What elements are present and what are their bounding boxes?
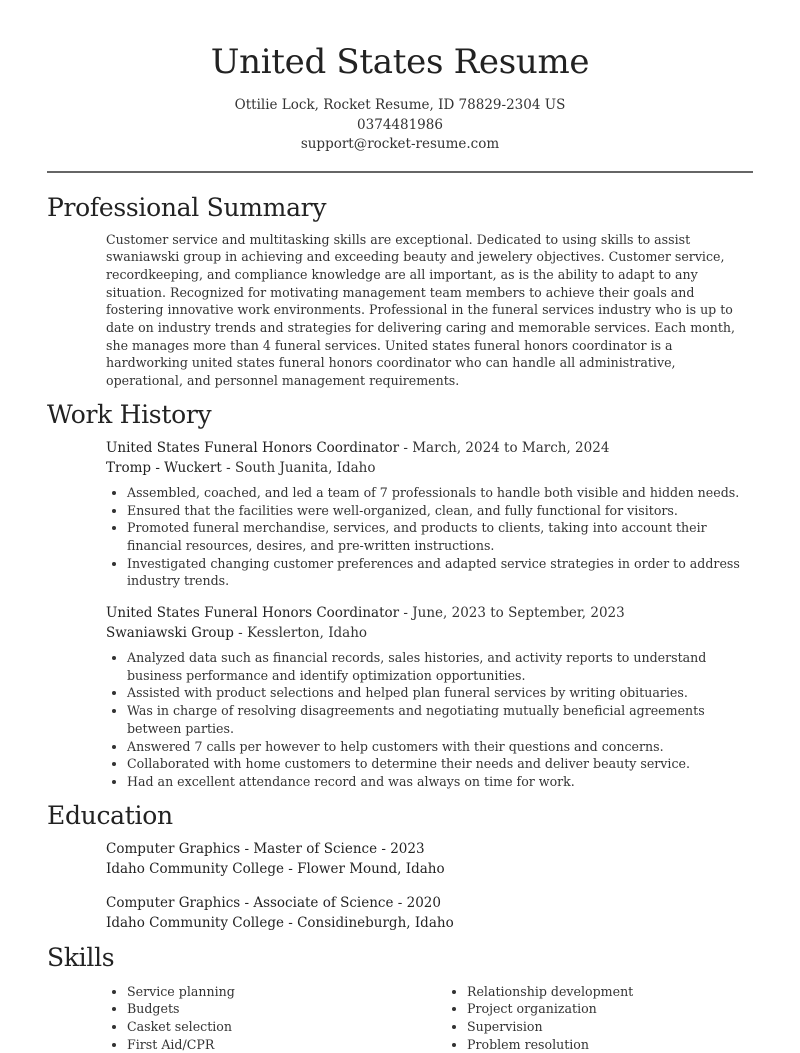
job-bullet: • Ensured that the facilities were well-organized, clean, and fully functional for visitors.: [127, 502, 753, 520]
resume-header: [0, 0, 800, 155]
job-title-line: [106, 603, 753, 623]
section-heading-work: Work History: [47, 399, 212, 429]
job-title-line: [106, 438, 753, 458]
job-bullet: • Assembled, coached, and led a team of 7 professionals to handle both visible and hidden needs.: [127, 484, 753, 502]
job-dates: - March, 2024 to March, 2024: [399, 439, 610, 456]
resume-title: United States Resume: [210, 42, 590, 82]
skill-item: • Casket selection: [127, 1018, 446, 1036]
section-heading-skills: Skills: [47, 942, 115, 972]
skill-item: • Relationship development: [467, 983, 786, 1001]
job-company: Swaniawski Group: [106, 625, 234, 642]
section-heading-summary: Professional Summary: [47, 192, 327, 222]
job-bullet: • Promoted funeral merchandise, services, and products to clients, taking into account their financial resources, desires, and pre-written instructions.: [127, 519, 753, 554]
education-school: Idaho Community College - Considineburgh, Idaho: [106, 914, 454, 931]
contact-block: [0, 96, 800, 155]
job-location: - South Juanita, Idaho: [221, 459, 376, 476]
job-bullet: • Had an excellent attendance record and was always on time for work.: [127, 773, 753, 791]
job-bullet: • Analyzed data such as financial records, sales histories, and activity reports to understand business performance and identify optimization opportunities.: [127, 649, 753, 684]
skill-item: • Project organization: [467, 1000, 786, 1018]
job-entry: [106, 438, 753, 590]
job-bullets: [106, 484, 753, 590]
job-bullet: • Collaborated with home customers to determine their needs and deliver beauty service.: [127, 755, 753, 773]
skill-item: • Service planning: [127, 983, 446, 1001]
education-entry: [106, 839, 753, 879]
summary-text: Customer service and multitasking skills are exceptional. Dedicated to using skills to assist swaniawski group in achieving and exceeding beauty and jewelery objectives. Customer service, recordkeeping, and compliance knowledge are all important, as is the ability to adapt to any situation. Recognized for motivating management team members to achieve their goals and fostering innovative work environments. Professional in the funeral services industry who is up to date on industry trends and strategies for delivering caring and memorable services. Each month, she manages more than 4 funeral services. United states funeral honors coordinator is a hardworking united states funeral honors coordinator who can handle all administrative, operational, and personnel management requirements.: [106, 231, 736, 389]
skill-item: • Problem resolution: [467, 1036, 786, 1053]
skill-item: • Supervision: [467, 1018, 786, 1036]
education-school: Idaho Community College - Flower Mound, Idaho: [106, 860, 445, 877]
job-company-line: [106, 623, 753, 643]
job-bullets: [106, 649, 753, 791]
education-degree: Computer Graphics - Master of Science - 2023: [106, 840, 425, 857]
skill-item: • Budgets: [127, 1000, 446, 1018]
header-divider: [47, 171, 753, 173]
professional-summary-section: [0, 191, 800, 390]
education-section: [0, 799, 800, 933]
contact-email: support@rocket-resume.com: [300, 136, 500, 152]
job-bullet: • Investigated changing customer preferences and adapted service strategies in order to address industry trends.: [127, 555, 753, 590]
job-bullet: • Was in charge of resolving disagreements and negotiating mutually beneficial agreements between parties.: [127, 702, 753, 737]
education-entry: [106, 893, 753, 933]
work-history-section: [0, 398, 800, 791]
job-dates: - June, 2023 to September, 2023: [399, 605, 625, 622]
education-degree: Computer Graphics - Associate of Science - 2020: [106, 894, 441, 911]
job-location: - Kesslerton, Idaho: [233, 625, 368, 642]
job-title: United States Funeral Honors Coordinator: [106, 605, 400, 622]
job-company-line: [106, 458, 753, 478]
job-title: United States Funeral Honors Coordinator: [106, 439, 400, 456]
skills-section: [0, 941, 800, 1053]
job-company: Tromp - Wuckert: [106, 459, 222, 476]
skill-item: • First Aid/CPR: [127, 1036, 446, 1053]
skills-columns: [106, 983, 753, 1053]
job-entry: [106, 603, 753, 791]
section-heading-education: Education: [47, 800, 173, 830]
contact-phone: 0374481986: [357, 116, 443, 133]
contact-address: Ottilie Lock, Rocket Resume, ID 78829-2304 US: [234, 97, 566, 113]
skills-column-right: [446, 983, 786, 1053]
job-bullet: • Assisted with product selections and helped plan funeral services by writing obituaries.: [127, 684, 753, 702]
job-bullet: • Answered 7 calls per however to help customers with their questions and concerns.: [127, 738, 753, 756]
skills-column-left: [106, 983, 446, 1053]
